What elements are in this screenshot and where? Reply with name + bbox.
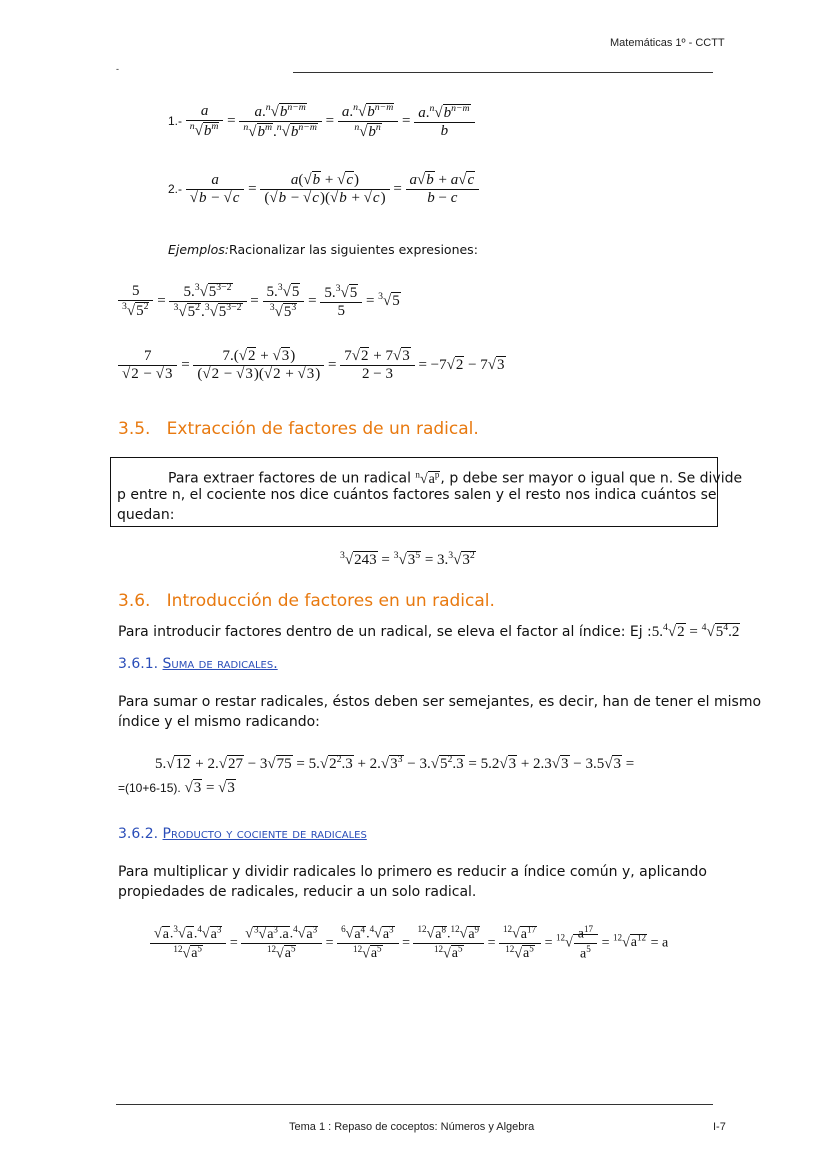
example-1: $\frac{5}{^3√5^2}$ = $\frac{5.^3√5^{3-2}}{^3√5^2.^3√5^{3-2}}$ = $\frac{5.^3√5}{^3√5^3}$ = $\frac{5.^3√5}{5}$ = $^3$√5 — [118, 282, 401, 321]
page-number: I-7 — [713, 1121, 726, 1133]
examples-line — [168, 242, 478, 257]
definition-line-2: p entre n, el cociente nos dice cuántos factores salen y el resto nos indica cuántos se — [117, 487, 717, 503]
example-2: $\frac{7}{√2 - √3}$ = $\frac{7.(√2 + √3)}{(√2 - √3)(√2 + √3)}$ = $\frac{7√2 + 7√3}{2 - 3}$ = −7√2 − 7√3 — [118, 348, 506, 383]
section-3-6-2-heading: 3.6.2. Producto y cociente de radicales — [118, 826, 367, 842]
suma-formula-line-1: $5.√12 + 2.√27 - 3√75 = 5.√2^2.3 + 2.√3^3 - 3.√5^2.3 = 5.2√3 + 2.3√3 - 3.5√3$ = — [155, 754, 635, 772]
header-rule — [293, 72, 713, 73]
producto-formula: $\frac{√a.^3√a.^4√a^3}{^{12}√a^5}$ = $\frac{√^3√a^3.a.^4√a^3}{^{12}√a^5}$ = $\frac{^6√a^4.^4√a^3}{^{12}√a^5}$ = $\frac{^{12}√a^8.^{12}√a^9}{^{12}√a^5}$ = $\frac{^{12}√a^{17}}{^{12}√a^5}$ = $^{12}$√ $\frac{a^{17}}{a^5}$ = $^{12}√a^{12} = a$ — [150, 924, 668, 962]
definition-line-1: Para extraer factores de un radical $^n√a^p$, p debe ser mayor o igual que n. Se divide — [168, 469, 743, 487]
footer-rule — [116, 1104, 713, 1105]
intro-text: Para introducir factores dentro de un radical, se eleva el factor al índice: Ej :5.$^4$√2 = $^4√5^4.2$ — [118, 622, 740, 640]
footer-title: Tema 1 : Repaso de coceptos: Números y Algebra — [289, 1121, 535, 1133]
suma-line-1: Para sumar o restar radicales, éstos deben ser semejantes, es decir, han de tener el mismo — [118, 694, 762, 710]
section-3-6-heading: 3.6. Introducción de factores en un radical. — [118, 591, 495, 611]
formula-2: 2.- $\frac{a}{√b - √c}$ = $\frac{a(√b + √c)}{(√b - √c)(√b + √c)}$ = $\frac{a√b + a√c}{b - c}$ — [168, 172, 479, 207]
examples-label: Ejemplos: — [168, 242, 230, 257]
extraction-example: $^3√243 = ^3√3^5 = 3.^3√3^2$ — [340, 550, 475, 568]
definition-line-3: quedan: — [117, 507, 175, 523]
producto-line-1: Para multiplicar y dividir radicales lo primero es reducir a índice común y, aplicando — [118, 864, 707, 880]
section-3-6-1-heading: 3.6.1. Suma de radicales. — [118, 656, 278, 672]
page-header-title: Matemáticas 1º - CCTT — [610, 37, 725, 49]
suma-line-2: índice y el mismo radicando: — [118, 714, 320, 730]
suma-formula-line-2: =(10+6-15). √3 = √3 — [118, 780, 235, 796]
producto-line-2: propiedades de radicales, reducir a un solo radical. — [118, 884, 477, 900]
header-mark: - — [116, 64, 119, 74]
examples-text: Racionalizar las siguientes expresiones: — [229, 242, 478, 257]
formula-1: 1.- $\frac{a}{^n√b^m}$ = $\frac{a.^n√b^{n-m}}{^n√b^m.^n√b^{n-m}}$ = $\frac{a.^n√b^{n-m}}{^n√b^n}$ = $\frac{a.^n√b^{n-m}}{b}$ — [168, 102, 475, 141]
section-3-5-heading: 3.5. Extracción de factores de un radical. — [118, 419, 479, 439]
